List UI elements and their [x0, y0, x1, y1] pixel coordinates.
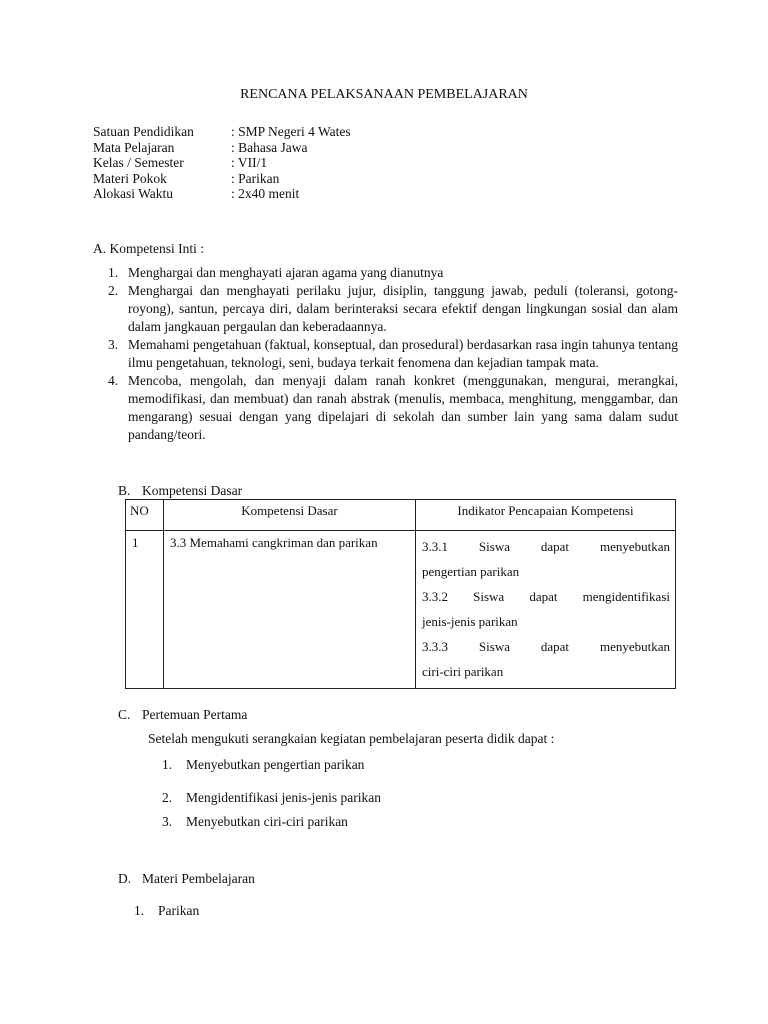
header-indikator: Indikator Pencapaian Kompetensi — [416, 500, 676, 531]
section-c-heading — [118, 706, 247, 723]
indicator-line: 3.3.2 Siswa dapat mengidentifikasi — [422, 589, 670, 604]
section-d-heading — [118, 870, 255, 887]
list-item — [162, 756, 364, 773]
list-number: 2. — [108, 283, 119, 298]
cell-no: 1 — [126, 531, 164, 689]
section-letter: B. — [118, 483, 131, 498]
table-row — [126, 531, 676, 689]
list-text: Mengidentifikasi jenis-jenis parikan — [186, 790, 381, 805]
cell-indikator — [416, 531, 676, 689]
identity-row — [93, 171, 351, 187]
identity-row — [93, 124, 351, 140]
list-item — [108, 336, 678, 372]
header-no: NO — [126, 500, 164, 531]
identity-value: : Bahasa Jawa — [231, 139, 308, 155]
indicator-line: 3.3.1 Siswa dapat menyebutkan — [422, 539, 670, 554]
list-number: 3. — [162, 814, 173, 829]
identity-block — [93, 124, 351, 202]
identity-row — [93, 186, 351, 202]
list-item — [108, 264, 678, 282]
list-text: Menghargai dan menghayati perilaku jujur, disiplin, tanggung jawab, peduli (toleransi, gotong-royong), santun, percaya diri, dalam berinteraksi secara efektif dengan lingkungan sosial dan alam dalam jangkauan pergaulan dan keberadaannya. — [128, 283, 678, 334]
list-text: Parikan — [158, 903, 200, 918]
section-title: Materi Pembelajaran — [142, 871, 255, 886]
list-text: Mencoba, mengolah, dan menyaji dalam ranah konkret (menggunakan, mengurai, merangkai, memodifikasi, dan membuat) dan ranah abstrak (menulis, membaca, menghitung, menggambar, dan mengarang) sesuai dengan yang dipelajari di sekolah dan sumber lain yang sama dalam sudut pandang/teori. — [128, 373, 678, 442]
list-text: Menyebutkan pengertian parikan — [186, 757, 365, 772]
identity-value: : VII/1 — [231, 155, 268, 170]
identity-row — [93, 155, 351, 171]
identity-label: Satuan Pendidikan — [93, 124, 194, 139]
list-number: 1. — [108, 265, 119, 280]
indicator-line: pengertian parikan — [422, 564, 520, 579]
identity-label: Kelas / Semester — [93, 155, 184, 170]
identity-label: Mata Pelajaran — [93, 139, 175, 155]
identity-value: : SMP Negeri 4 Wates — [231, 124, 351, 139]
indicator-line: 3.3.3 Siswa dapat menyebutkan — [422, 639, 670, 654]
list-item — [162, 789, 381, 806]
list-item — [108, 282, 678, 336]
list-item — [162, 813, 348, 830]
identity-value: : 2x40 menit — [231, 186, 300, 201]
list-number: 1. — [134, 903, 145, 918]
list-number: 4. — [108, 373, 119, 388]
list-text: Menyebutkan ciri-ciri parikan — [186, 814, 348, 829]
section-letter: D. — [118, 871, 132, 886]
section-title: Pertemuan Pertama — [142, 707, 248, 722]
section-b-heading — [118, 482, 242, 499]
indicator-line: jenis-jenis parikan — [422, 614, 518, 629]
list-item — [134, 902, 199, 919]
list-text: Menghargai dan menghayati ajaran agama yang dianutnya — [128, 265, 444, 280]
page-title: RENCANA PELAKSANAAN PEMBELAJARAN — [240, 87, 528, 102]
identity-value: : Parikan — [231, 170, 280, 186]
header-kompetensi-dasar: Kompetensi Dasar — [164, 500, 416, 531]
list-text: Memahami pengetahuan (faktual, konseptual, dan prosedural) berdasarkan rasa ingin tahunya tentang ilmu pengetahuan, teknologi, seni, budaya terkait fenomena dan kejadian tampak mata. — [128, 337, 678, 370]
kompetensi-inti-list — [108, 264, 678, 444]
kompetensi-dasar-table — [125, 499, 676, 689]
table-header-row — [126, 500, 676, 531]
section-c-intro: Setelah mengukuti serangkaian kegiatan pembelajaran peserta didik dapat : — [148, 731, 555, 746]
list-number: 2. — [162, 790, 173, 805]
section-title: Kompetensi Dasar — [142, 483, 243, 498]
indicator-line: ciri-ciri parikan — [422, 664, 504, 679]
list-item — [108, 372, 678, 444]
cell-kompetensi-dasar: 3.3 Memahami cangkriman dan parikan — [164, 531, 416, 689]
identity-row — [93, 140, 351, 156]
identity-label: Materi Pokok — [93, 170, 167, 186]
identity-label: Alokasi Waktu — [93, 186, 174, 201]
list-number: 1. — [162, 757, 173, 772]
section-a-heading: A. Kompetensi Inti : — [93, 241, 204, 256]
list-number: 3. — [108, 337, 119, 352]
section-letter: C. — [118, 707, 131, 722]
